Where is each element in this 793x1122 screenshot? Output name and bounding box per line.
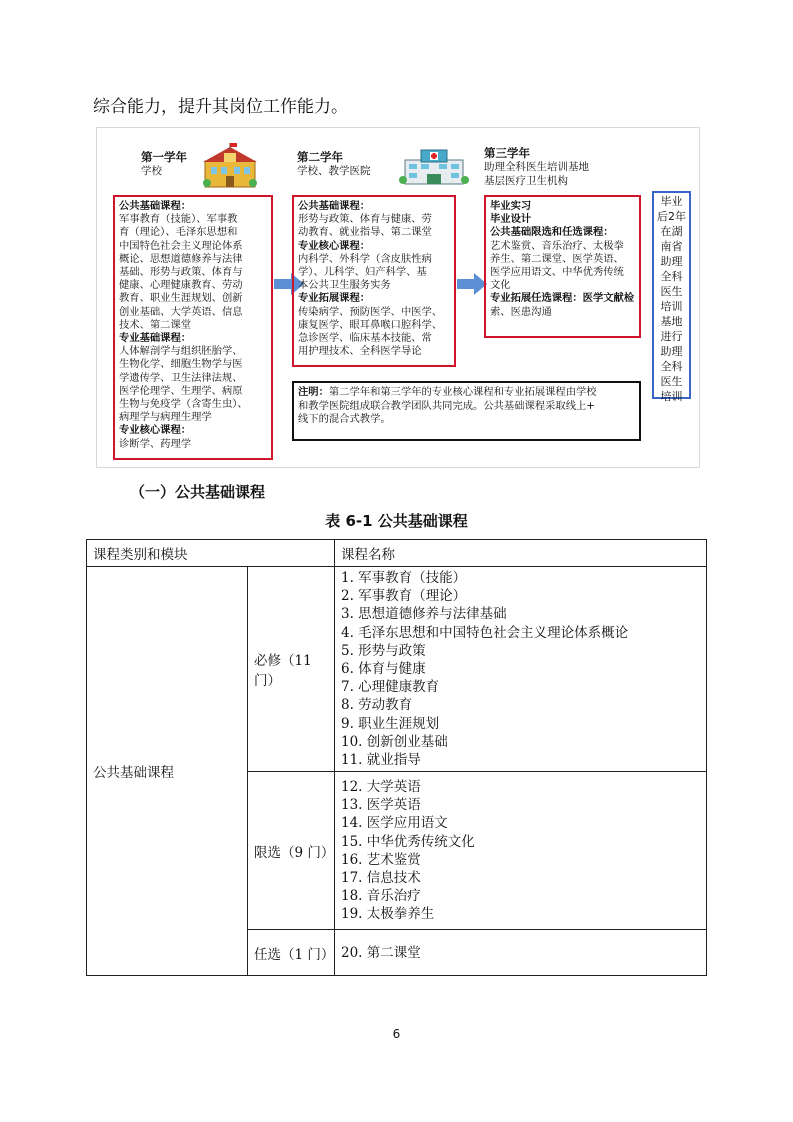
course-text-line: 艺术鉴赏、音乐治疗、太极拳 — [490, 239, 624, 252]
course-item: 2. 军事教育（理论） — [341, 588, 467, 605]
school-building-icon — [201, 143, 259, 189]
table-row — [87, 567, 707, 772]
year2-courses-box — [292, 195, 456, 367]
course-text-line: 育（理论）、毛泽东思想和 — [119, 226, 238, 239]
public-courses-table — [86, 539, 707, 976]
course-text-line: 生物化学、细胞生物学与医 — [119, 358, 243, 371]
course-text-line: 医学应用语文、中华优秀传统 — [490, 266, 624, 279]
course-group-heading: 专业核心课程： — [298, 239, 371, 252]
side-text-line: 医生 — [660, 375, 683, 388]
year3-title: 第三学年 — [484, 146, 530, 160]
course-item: 10. 创新创业基础 — [341, 733, 448, 750]
course-item: 4. 毛泽东思想和中国特色社会主义理论体系概论 — [341, 624, 629, 641]
course-item: 17. 信息技术 — [341, 869, 421, 886]
course-list-cell — [335, 930, 707, 976]
course-text-line: 中国特色社会主义理论体系 — [119, 239, 243, 252]
course-text-line: 概论、思想道德修养与法律 — [119, 252, 243, 265]
year1-title: 第一学年 — [141, 150, 187, 164]
course-group-heading: 公共基础课程： — [298, 200, 371, 212]
intro-text: 综合能力，提升其岗位工作能力。 — [93, 97, 348, 117]
course-group-heading: 专业拓展课程： — [298, 292, 371, 305]
course-text-line: 用护理技术、全科医学导论 — [298, 345, 422, 358]
course-item: 9. 职业生涯规划 — [341, 715, 440, 732]
year3-place-line: 助理全科医生培训基地 — [484, 161, 589, 173]
course-text-line: 学遗传学、卫生法律法规、 — [119, 371, 243, 384]
course-group-heading: 毕业设计 — [490, 213, 532, 226]
course-text-line: 医学伦理学、生理学、病原 — [119, 384, 243, 397]
group-label-cell: 必修（11 门） — [248, 567, 335, 772]
course-text-line: 传染病学、预防医学、中医学、 — [298, 305, 443, 318]
course-text-line: 诊断学、药理学 — [119, 437, 192, 450]
curriculum-diagram — [96, 127, 700, 468]
course-text-line: 本公共卫生服务实务 — [298, 279, 391, 292]
course-item: 7. 心理健康教育 — [341, 679, 440, 696]
side-text-line: 培训 — [660, 300, 683, 313]
course-item: 5. 形势与政策 — [341, 642, 426, 659]
side-text-line: 培训 — [660, 390, 683, 403]
header-course-name-cell: 课程名称 — [335, 540, 707, 567]
course-text-line: 形势与政策、体育与健康、劳 — [298, 213, 432, 226]
course-text-line: 军事教育（技能）、军事教 — [119, 213, 238, 226]
note-line: 线下的混合式教学。 — [298, 413, 391, 425]
side-text-line: 医生 — [660, 285, 683, 298]
course-text-line: 急诊医学、临床基本技能、常 — [298, 332, 432, 345]
course-text-line: 文化 — [490, 279, 511, 292]
course-text-line: 动教育、就业指导、第二课堂 — [298, 226, 432, 239]
course-group-heading: 专业基础课程： — [119, 332, 192, 345]
course-text-line: 健康、心理健康教育、劳动 — [119, 279, 243, 292]
page-number: 6 — [392, 1027, 401, 1041]
year1-header — [141, 150, 187, 178]
course-group-heading: 公共基础限选和任选课程： — [490, 226, 614, 239]
year3-courses-box — [484, 195, 641, 338]
section-title: （一）公共基础课程 — [130, 483, 266, 501]
year2-place: 学校、教学医院 — [297, 165, 371, 177]
side-text-line: 毕业 — [660, 195, 683, 208]
side-text-line: 后2年 — [657, 210, 686, 223]
course-item: 16. 艺术鉴赏 — [341, 851, 421, 868]
course-text-line: 索、医患沟通 — [490, 305, 552, 318]
course-list-cell — [335, 567, 707, 772]
category-cell: 公共基础课程 — [87, 567, 248, 976]
course-item: 6. 体育与健康 — [341, 661, 426, 678]
year3-header — [484, 146, 589, 188]
year2-title: 第二学年 — [297, 150, 343, 164]
course-group-heading: 专业核心课程： — [119, 424, 192, 437]
post-graduation-training-box — [652, 191, 691, 403]
course-text-line: 基础、形势与政策、体育与 — [119, 266, 243, 279]
course-text-line: 技术、第二课堂 — [119, 318, 192, 331]
table-header-row — [87, 540, 707, 567]
course-text-line: 康复医学、眼耳鼻喉口腔科学、 — [298, 318, 443, 331]
course-text-line: 生物与免疫学（含寄生虫）、 — [119, 398, 248, 411]
side-text-line: 基地 — [660, 315, 683, 328]
course-item: 3. 思想道德修养与法律基础 — [341, 606, 507, 623]
year1-place: 学校 — [141, 165, 162, 177]
course-item: 15. 中华优秀传统文化 — [341, 833, 475, 850]
course-text-line: 内科学、外科学（含皮肤性病 — [298, 252, 432, 265]
side-text-line: 在湖 — [660, 225, 683, 238]
table-caption: 表 6-1 公共基础课程 — [325, 512, 468, 530]
course-item: 8. 劳动教育 — [341, 697, 413, 714]
course-list-cell — [335, 772, 707, 930]
arrow-right-icon — [457, 273, 487, 295]
side-text-line: 全科 — [660, 270, 683, 283]
course-text-line: 人体解剖学与组织胚胎学、 — [119, 345, 243, 358]
course-item: 12. 大学英语 — [341, 778, 421, 795]
course-item: 18. 音乐治疗 — [341, 888, 421, 905]
group-label-cell: 限选（9 门） — [248, 772, 335, 930]
course-group-heading: 毕业实习 — [490, 200, 532, 212]
hospital-building-icon — [399, 146, 469, 186]
note-line: 和教学医院组成联合教学团队共同完成。公共基础课程采取线上+ — [298, 399, 595, 412]
side-text-line: 助理 — [660, 345, 683, 358]
course-text-line: 病理学与病理生理学 — [119, 411, 212, 424]
course-group-heading: 公共基础课程： — [119, 200, 192, 212]
course-text-line: 养生、第二课堂、医学英语、 — [490, 252, 624, 265]
header-category-cell: 课程类别和模块 — [87, 540, 335, 567]
year2-header — [297, 150, 371, 178]
year1-courses-box — [113, 195, 273, 460]
course-item: 19. 太极拳养生 — [341, 906, 435, 923]
note-label: 注明： — [298, 386, 329, 398]
side-text-line: 南省 — [660, 240, 683, 253]
course-text-line: 创业基础、大学英语、信息 — [119, 305, 243, 318]
note-line: 第二学年和第三学年的专业核心课程和专业拓展课程由学校 — [328, 386, 597, 398]
side-text-line: 进行 — [660, 330, 683, 343]
year3-place-line: 基层医疗卫生机构 — [484, 175, 568, 187]
side-text-line: 助理 — [660, 255, 683, 268]
course-item: 13. 医学英语 — [341, 797, 421, 814]
course-item: 1. 军事教育（技能） — [341, 570, 467, 586]
course-group-heading: 专业拓展任选课程：医学文献检 — [490, 292, 635, 305]
course-text-line: 教育、职业生涯规划、创新 — [119, 292, 243, 305]
course-item: 11. 就业指导 — [341, 752, 421, 769]
group-label-cell: 任选（1 门） — [248, 930, 335, 976]
course-item: 20. 第二课堂 — [341, 944, 421, 961]
course-item: 14. 医学应用语文 — [341, 815, 448, 832]
course-text-line: 学）、儿科学、妇产科学、基 — [298, 266, 427, 279]
side-text-line: 全科 — [660, 360, 683, 373]
note-box — [292, 381, 641, 441]
